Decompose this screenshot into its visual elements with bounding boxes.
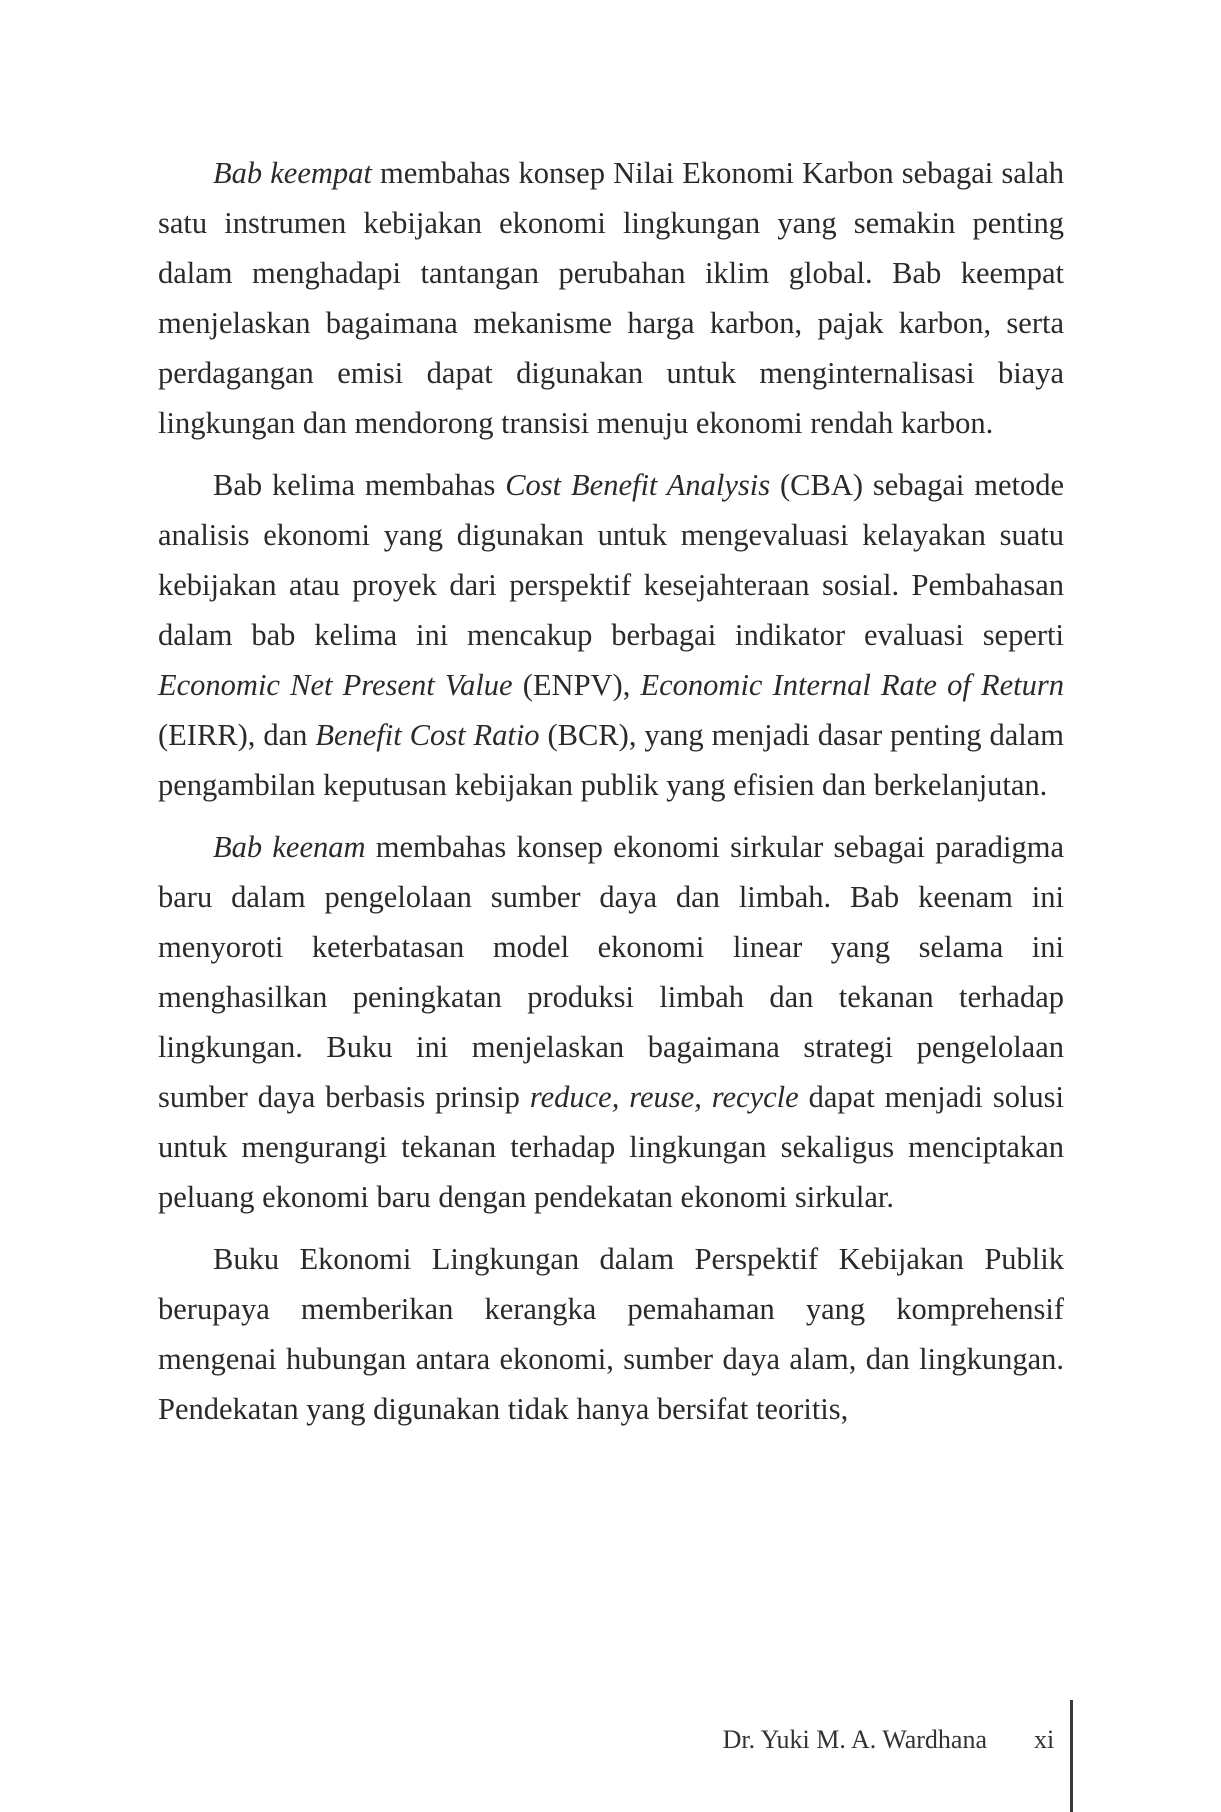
text-segment: Buku Ekonomi Lingkungan dalam Perspektif Kebijakan Publik berupaya memberikan kerangka pemahaman yang komprehensif mengenai hubungan antara ekonomi, sumber daya alam, dan lingkungan. Pendekatan yang digunakan tidak hanya bersifat teoritis, [158,1242,1064,1426]
text-segment: Bab keempat [213,156,372,190]
text-segment: (CBA) sebagai metode analisis ekonomi yang digunakan untuk mengevaluasi kelayakan suatu kebijakan atau proyek dari perspektif kesejahteraan sosial. Pembahasan dalam bab kelima ini mencakup berbagai indikator evaluasi seperti [158,468,1064,652]
paragraph [158,822,1064,1222]
text-segment: (EIRR), dan [158,718,316,752]
text-segment: (BCR), yang menjadi dasar penting dalam pengambilan keputusan kebijakan publik yang efisien dan berkelanjutan. [158,718,1064,802]
text-segment: Bab keenam [213,830,366,864]
body-text [158,148,1064,1446]
author-name: Dr. Yuki M. A. Wardhana [722,1725,987,1754]
text-segment: Economic Internal Rate of Return [640,668,1065,702]
paragraph [158,1234,1064,1434]
page-footer [0,1700,1221,1812]
page-number: xi [1034,1725,1055,1754]
text-segment: membahas konsep Nilai Ekonomi Karbon sebagai salah satu instrumen kebijakan ekonomi lingkungan yang semakin penting dalam menghadapi tantangan perubahan iklim global. Bab keempat menjelaskan bagaimana mekanisme harga karbon, pajak karbon, serta perdagangan emisi dapat digunakan untuk menginternalisasi biaya lingkungan dan mendorong transisi menuju ekonomi rendah karbon. [158,156,1064,440]
text-segment: (ENPV), [512,668,641,702]
text-segment: membahas konsep ekonomi sirkular sebagai paradigma baru dalam pengelolaan sumber daya dan limbah. Bab keenam ini menyoroti keterbatasan model ekonomi linear yang selama ini menghasilkan peningkatan produksi limbah dan tekanan terhadap lingkungan. Buku ini menjelaskan bagaimana strategi pengelolaan sumber daya berbasis prinsip [158,830,1064,1114]
paragraph [158,460,1064,810]
text-segment: Economic Net Present Value [158,668,513,702]
text-segment: Cost Benefit Analysis [505,468,771,502]
text-segment: Benefit Cost Ratio [315,718,540,752]
text-segment: dapat menjadi solusi untuk mengurangi tekanan terhadap lingkungan sekaligus menciptakan peluang ekonomi baru dengan pendekatan ekonomi sirkular. [158,1080,1065,1214]
text-segment: Bab kelima membahas [213,468,506,502]
paragraph [158,148,1064,448]
footer-vertical-rule [1070,1700,1073,1812]
text-segment: reduce, reuse, recycle [529,1080,799,1114]
